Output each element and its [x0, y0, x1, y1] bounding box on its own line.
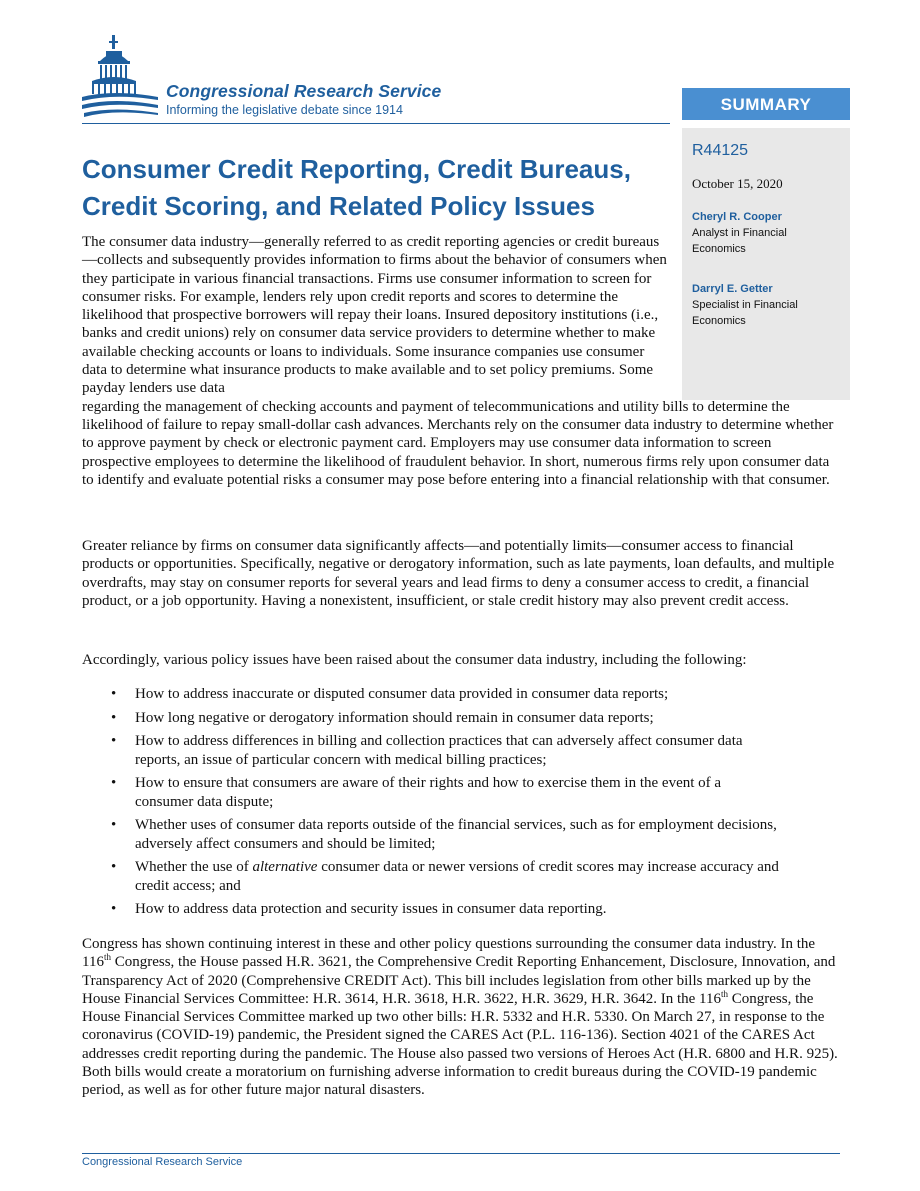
summary-paragraph-3: Accordingly, various policy issues have been raised about the consumer data industry, including the following: — [82, 652, 747, 668]
crs-logo — [82, 35, 482, 125]
list-item: • How to address inaccurate or disputed consumer data provided in consumer data reports; — [82, 685, 840, 703]
paragraph-text: Congress, the House passed H.R. 3621, the Comprehensive Credit Reporting Enhancement, Disclosure, Innovation, and Transparency Act of 2020 (Comprehensive CREDIT Act). This bill includes legislation from other bills marked up by the House Financial Services Committee: H.R. 3614, H.R. 3618, H.R. 3622, H.R. 3629, H.R. 3642. In the 116 — [82, 954, 836, 1007]
report-title: Consumer Credit Reporting, Credit Bureaus, Credit Scoring, and Related Policy Issues — [82, 154, 631, 221]
report-number: R44125 — [692, 142, 749, 159]
org-name: Congressional Research Service — [166, 81, 442, 101]
list-item: • How to address differences in billing and collection practices that can adversely affect consumer data reports, an issue of particular concern with medical billing practices; — [82, 732, 840, 769]
summary-paragraph-4 — [82, 935, 840, 1100]
policy-issues-list — [82, 685, 840, 924]
footer-divider — [82, 1153, 840, 1154]
paragraph-text: regarding the management of checking accounts and payment of telecommunications and utility bills to determine the likelihood of failure to repay small-dollar cash advances. Merchants rely on the consumer data industry to determine whether to approve payment by check or electronic payment card. Employers may use consumer data information to screen prospective employees to determine the likelihood of fraudulent behavior. In short, numerous firms rely upon consumer data to identify and evaluate potential risks a consumer may pose before entering into a financial relationship with that consumer. — [82, 398, 834, 488]
author-name[interactable]: Darryl E. Getter — [692, 283, 773, 295]
list-item: • Whether uses of consumer data reports outside of the financial services, such as for employment decisions, adversely affect consumers and should be limited; — [82, 816, 840, 853]
list-item-text: consumer data or newer versions of credit scores may increase accuracy and credit access; and — [135, 859, 779, 894]
list-item: • How to ensure that consumers are aware of their rights and how to exercise them in the event of a consumer data dispute; — [82, 774, 840, 811]
emphasis-text: alternative — [252, 859, 318, 876]
paragraph-text: The consumer data industry—generally referred to as credit reporting agencies or credit bureaus—collects and subsequently provides information to firms about the behavior of consumers when they participate in various financial transactions. Firms use consumer information to screen for consumer risks. For example, lenders rely upon credit reports and scores to determine the likelihood that prospective borrowers will repay their loans. Insured depository institutions (i.e., banks and credit unions) rely on consumer data service providers to determine whether to make available checking accounts or loans to individuals. Some insurance companies use consumer data to determine what insurance products to make available and to set policy premiums. Some payday lenders use data — [82, 234, 667, 397]
org-tagline: Informing the legislative debate since 1914 — [166, 103, 403, 117]
paragraph-text: Congress has shown continuing interest in these and other policy questions surrounding the consumer data industry. In the 116 — [82, 936, 816, 971]
author-name[interactable]: Cheryl R. Cooper — [692, 211, 782, 223]
report-date: October 15, 2020 — [692, 176, 783, 191]
superscript: th — [721, 988, 729, 999]
header-divider — [82, 123, 670, 124]
summary-tab: SUMMARY — [682, 88, 850, 120]
footer-text: Congressional Research Service — [82, 1156, 243, 1168]
list-item: • How long negative or derogatory information should remain in consumer data reports; — [82, 709, 840, 727]
author-role: Analyst in Financial Economics — [692, 227, 787, 255]
superscript: th — [103, 952, 111, 963]
summary-paragraph-1 — [82, 233, 840, 489]
capitol-dome-icon — [82, 35, 164, 125]
summary-paragraph-2: Greater reliance by firms on consumer data significantly affects—and potentially limits—consumer access to financial products or opportunities. Specifically, negative or derogatory information, such as late payments, loan defaults, and multiple overdrafts, may stay on consumer reports for several years and lead firms to deny a consumer access to credit, a financial product, or a job opportunity. Having a nonexistent, insufficient, or stale credit history may also prevent credit access. — [82, 538, 835, 609]
paragraph-text: Congress, the House Financial Services Committee marked up two other bills: H.R. 5332 and H.R. 5330. On March 27, in response to the coronavirus (COVID-19) pandemic, the President signed the CARES Act (P.L. 116-136). Section 4021 of the CARES Act addresses credit reporting during the pandemic. The House also passed two versions of Heroes Act (H.R. 6800 and H.R. 925). Both bills would create a moratorium on furnishing adverse information to credit bureaus during the COVID-19 pandemic period, as well as for other future major natural disasters. — [82, 990, 838, 1099]
author-role: Specialist in Financial Economics — [692, 299, 798, 327]
list-item-text: Whether the use of — [135, 859, 253, 876]
list-item: • How to address data protection and security issues in consumer data reporting. — [82, 900, 840, 918]
list-item — [82, 858, 840, 895]
